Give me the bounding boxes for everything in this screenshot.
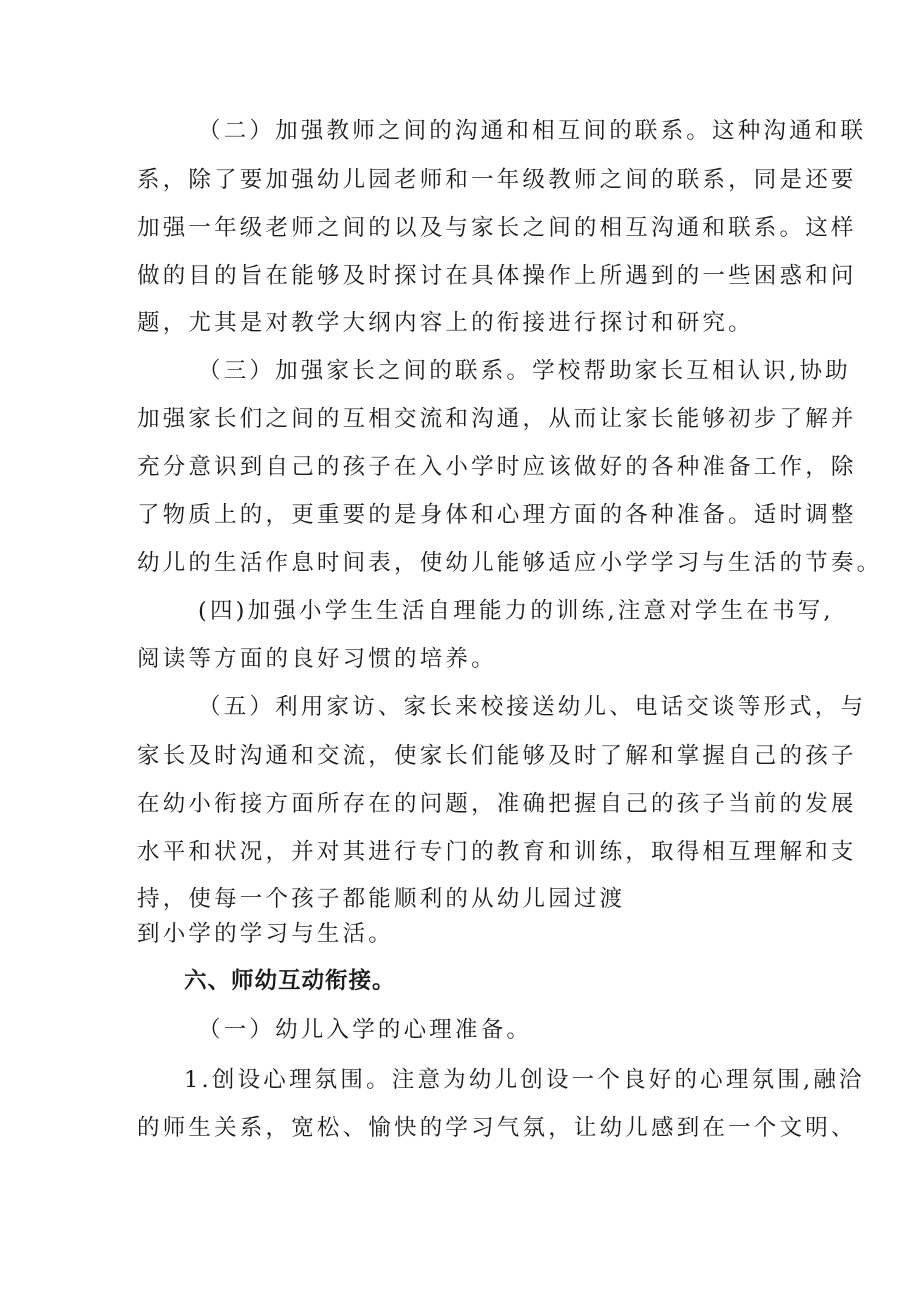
para4-line-1: (四)加强小学生生活自理能力的训练,注意对学生在书写,	[198, 598, 834, 624]
para2-line-3: 加强一年级老师之间的以及与家长之间的相互沟通和联系。这样	[137, 215, 857, 241]
para5-line-3: 在幼小衔接方面所存在的问题，准确把握自己的孩子当前的发展	[137, 791, 857, 817]
para2-line-2: 系，除了要加强幼儿园老师和一年级教师之间的联系，同是还要	[137, 167, 857, 193]
subsection-one-heading: （一）幼儿入学的心理准备。	[198, 1017, 533, 1043]
section-six-heading: 六、师幼互动衔接。	[184, 968, 396, 994]
para3-line-1: （三）加强家长之间的联系。学校帮助家长互相认识,协助	[198, 358, 851, 384]
para4-line-2: 阅读等方面的良好习惯的培养。	[137, 646, 497, 672]
para2-line-4: 做的目的旨在能够及时探讨在具体操作上所遇到的一些困惑和问	[137, 263, 857, 289]
para3-line-5: 幼儿的生活作息时间表，使幼儿能够适应小学学习与生活的节奏。	[137, 550, 883, 576]
para5-line-1: （五）利用家访、家长来校接送幼儿、电话交谈等形式，与	[198, 694, 867, 720]
para5-line-2: 家长及时沟通和交流，使家长们能够及时了解和掌握自己的孩子	[137, 743, 857, 769]
para5-line-6: 到小学的学习与生活。	[137, 921, 395, 947]
para2-line-1: （二）加强教师之间的沟通和相互间的联系。这种沟通和联	[198, 118, 867, 144]
item1-line-1: 1.创设心理氛围。注意为幼儿创设一个良好的心理氛围,融洽	[184, 1067, 865, 1093]
item1-line-2: 的师生关系，宽松、愉快的学习气氛，让幼儿感到在一个文明、	[137, 1115, 857, 1141]
para3-line-2: 加强家长们之间的互相交流和沟通，从而让家长能够初步了解并	[137, 406, 857, 432]
para5-line-5: 持，使每一个孩子都能顺利的从幼儿园过渡	[137, 886, 626, 912]
para5-line-4: 水平和状况，并对其进行专门的教育和训练，取得相互理解和支	[137, 839, 857, 865]
para2-line-5: 题，尤其是对教学大纲内容上的衔接进行探讨和研究。	[137, 310, 754, 336]
para3-line-4: 了物质上的，更重要的是身体和心理方面的各种准备。适时调整	[137, 502, 857, 528]
para3-line-3: 充分意识到自己的孩子在入小学时应该做好的各种准备工作，除	[137, 454, 857, 480]
